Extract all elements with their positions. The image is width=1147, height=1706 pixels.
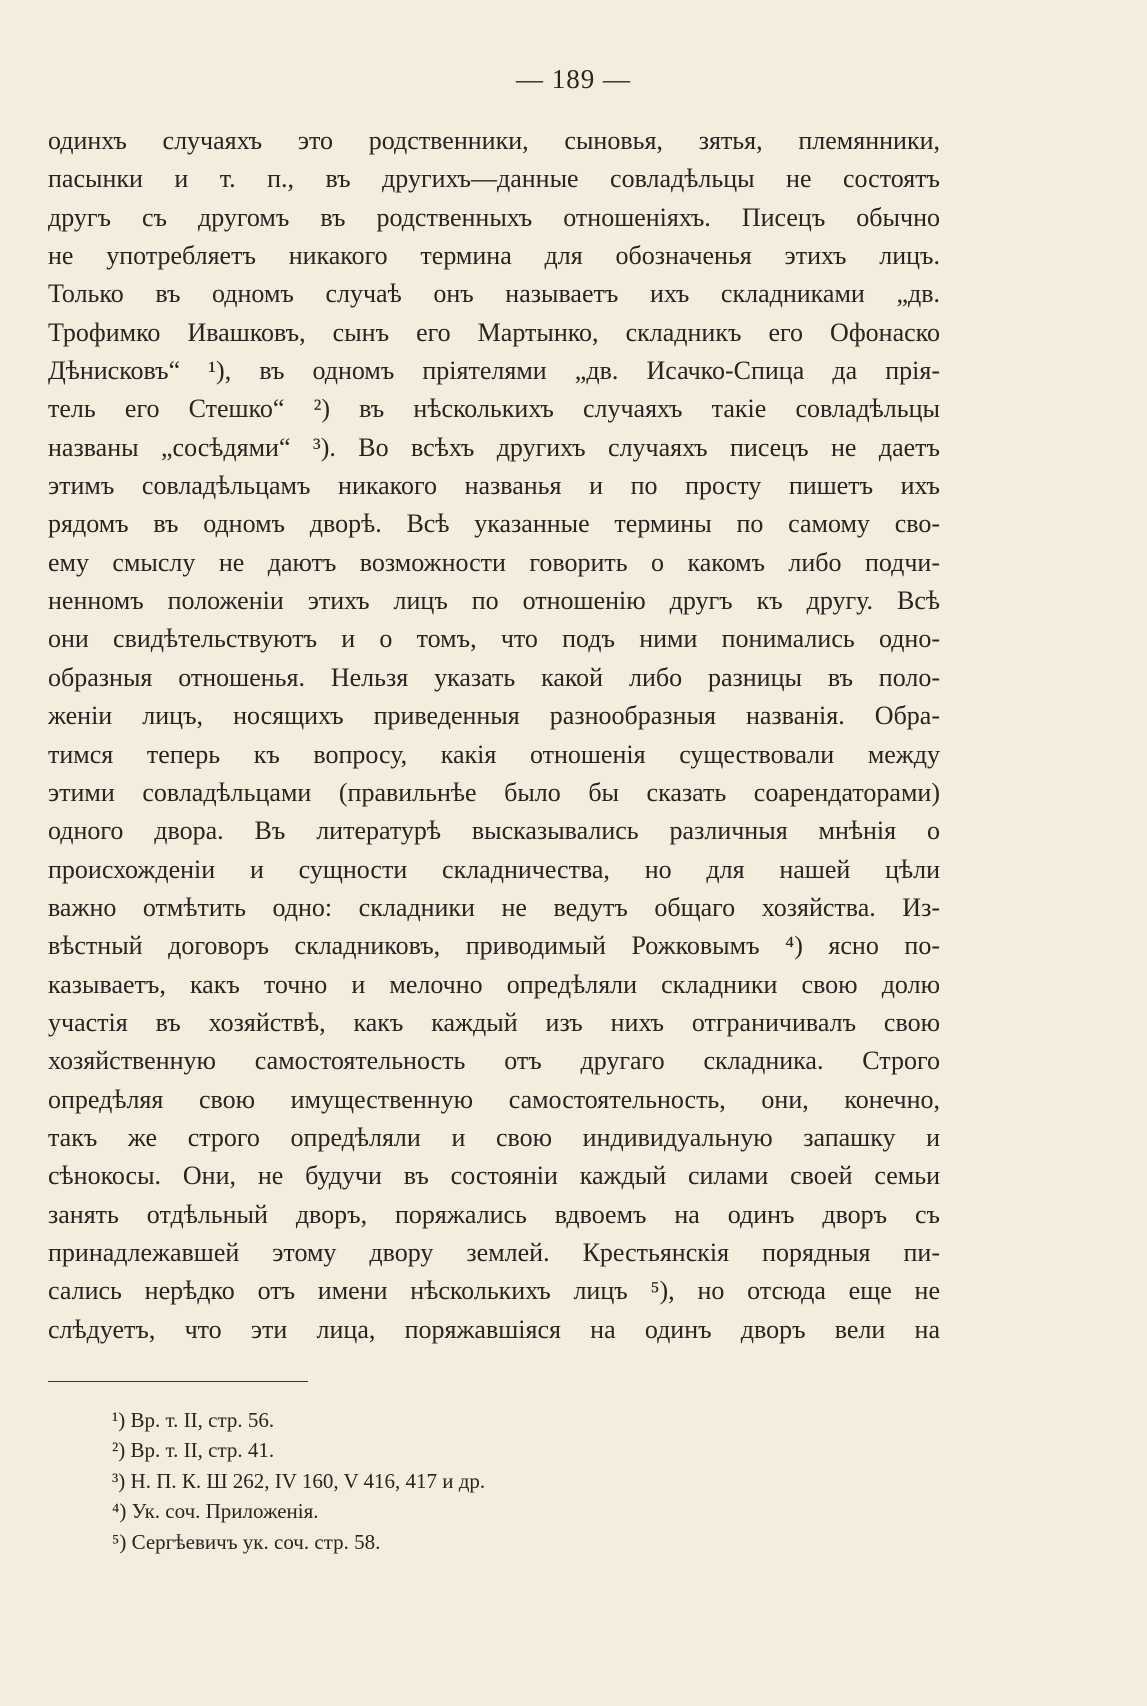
text-line: сѣнокосы. Они, не будучи въ состояніи каждый силами своей семьи	[48, 1161, 940, 1191]
text-line: сались нерѣдко отъ имени нѣсколькихъ лицъ ⁵), но отсюда еще не	[48, 1276, 940, 1306]
text-line: казываетъ, какъ точно и мелочно опредѣляли складники свою долю	[48, 969, 940, 999]
footnote: ²) Вр. т. II, стр. 41.	[112, 1438, 275, 1463]
footnote: ¹) Вр. т. II, стр. 56.	[112, 1408, 275, 1432]
text-line: ненномъ положеніи этихъ лицъ по отношенію другъ къ другу. Всѣ	[48, 586, 940, 616]
footnote-divider	[48, 1381, 308, 1382]
text-line: хозяйственную самостоятельность отъ другаго складника. Строго	[48, 1046, 940, 1076]
text-line: этими совладѣльцами (правильнѣе было бы сказать соарендаторами)	[48, 777, 940, 807]
footnote: ³) Н. П. К. Ш 262, IV 160, V 416, 417 и др.	[112, 1468, 486, 1493]
body-text	[48, 122, 940, 1349]
footnote: ⁴) Ук. соч. Приложенія.	[112, 1499, 319, 1524]
text-line: одного двора. Въ литературѣ высказывались различныя мнѣнія о	[48, 816, 940, 846]
page-number: — 189 —	[516, 64, 631, 94]
text-line: женіи лицъ, носящихъ приведенныя разнообразныя названія. Обра-	[48, 701, 940, 731]
text-line: этимъ совладѣльцамъ никакого названья и по просту пишетъ ихъ	[48, 471, 940, 501]
text-line: ему смыслу не даютъ возможности говорить о какомъ либо подчи-	[48, 547, 940, 577]
text-line: Трофимко Ивашковъ, сынъ его Мартынко, складникъ его Офонаско	[48, 317, 940, 347]
text-line: происхожденіи и сущности складничества, но для нашей цѣли	[48, 854, 940, 884]
text-line: такъ же строго опредѣляли и свою индивидуальную запашку и	[48, 1122, 940, 1152]
text-line: одинхъ случаяхъ это родственники, сыновья, зятья, племянники,	[48, 126, 940, 155]
text-line: важно отмѣтить одно: складники не ведутъ общаго хозяйства. Из-	[48, 892, 940, 922]
text-line: вѣстный договоръ складниковъ, приводимый Рожковымъ ⁴) ясно по-	[48, 931, 940, 961]
text-line: названы „сосѣдями“ ³). Во всѣхъ другихъ случаяхъ писецъ не даетъ	[48, 432, 940, 462]
text-line: образныя отношенья. Нельзя указать какой либо разницы въ поло-	[48, 662, 940, 692]
text-line: Только въ одномъ случаѣ онъ называетъ ихъ складниками „дв.	[48, 279, 940, 309]
text-line: опредѣляя свою имущественную самостоятельность, они, конечно,	[48, 1084, 940, 1114]
text-line: не употребляетъ никакого термина для обозначенья этихъ лицъ.	[48, 241, 940, 271]
text-line: Дѣнисковъ“ ¹), въ одномъ пріятелями „дв. Исачко-Спица да прія-	[48, 356, 940, 386]
footnote: ⁵) Сергѣевичъ ук. соч. стр. 58.	[112, 1529, 381, 1554]
text-line: рядомъ въ одномъ дворѣ. Всѣ указанные термины по самому сво-	[48, 509, 940, 539]
text-line: они свидѣтельствуютъ и о томъ, что подъ ними понимались одно-	[48, 624, 940, 654]
footnotes	[112, 1405, 812, 1557]
text-line: слѣдуетъ, что эти лица, поряжавшіяся на одинъ дворъ вели на	[48, 1314, 940, 1344]
text-line: принадлежавшей этому двору землей. Крестьянскія порядныя пи-	[48, 1237, 940, 1267]
text-line: тимся теперь къ вопросу, какія отношенія существовали между	[48, 739, 940, 769]
text-line: тель его Стешко“ ²) въ нѣсколькихъ случаяхъ такіе совладѣльцы	[48, 394, 940, 424]
text-line: другъ съ другомъ въ родственныхъ отношеніяхъ. Писецъ обычно	[48, 202, 940, 232]
text-line: пасынки и т. п., въ другихъ—данные совладѣльцы не состоятъ	[48, 164, 940, 194]
text-line: занять отдѣльный дворъ, поряжались вдвоемъ на одинъ дворъ съ	[48, 1199, 940, 1229]
text-line: участія въ хозяйствѣ, какъ каждый изъ нихъ отграничивалъ свою	[48, 1007, 940, 1037]
